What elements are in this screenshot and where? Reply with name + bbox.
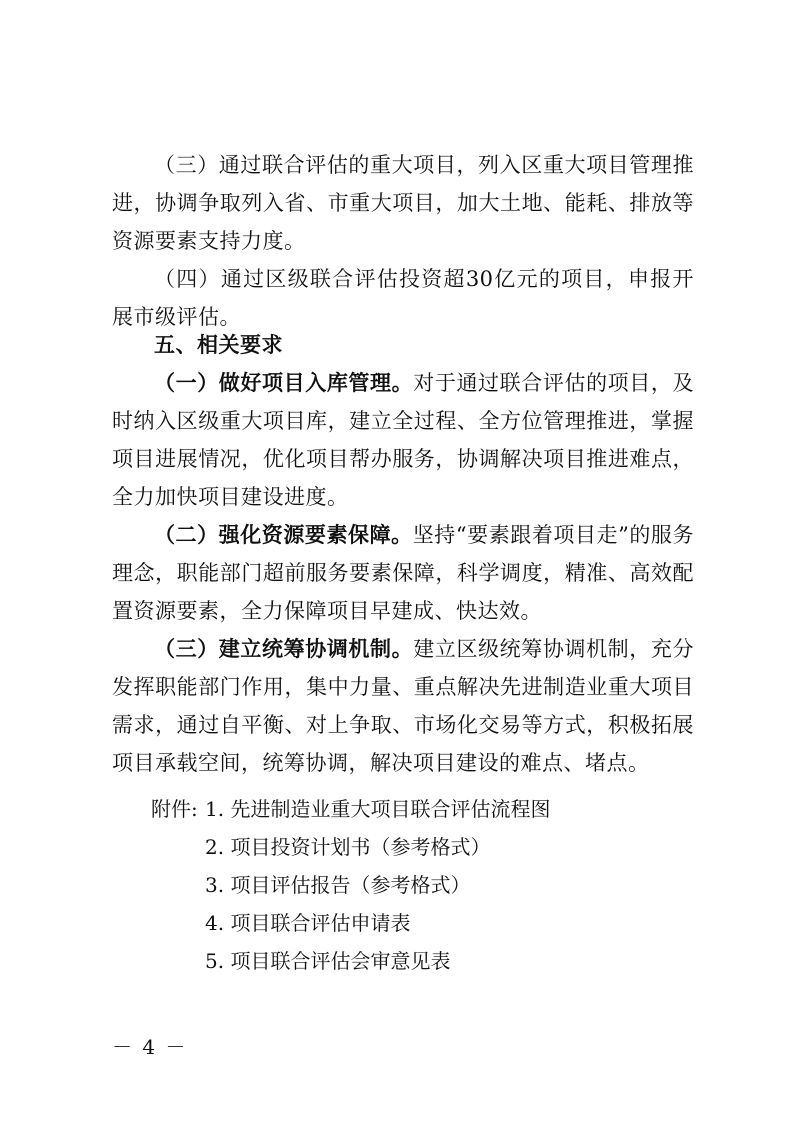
page-number: － 4 － bbox=[112, 1035, 188, 1059]
requirement-1-text: 对于通过联合评估的项目，及时纳入区级重大项目库，建立全过程、全方位管理推进，掌握项目进展情况，优化项目帮办服务，协调解决项目推进难点，全力加快项目建设进度。 bbox=[112, 371, 694, 509]
attachment-item-1: 1. 先进制造业重大项目联合评估流程图 bbox=[205, 797, 551, 821]
requirement-2-lead: （二）强化资源要素保障。 bbox=[154, 522, 413, 547]
attachments-label: 附件: bbox=[151, 797, 198, 821]
requirement-1 bbox=[112, 364, 694, 516]
section-heading: 五、相关要求 bbox=[154, 332, 283, 357]
attachment-item-2: 2. 项目投资计划书（参考格式） bbox=[205, 835, 491, 859]
paragraph-3-text: （三）通过联合评估的重大项目，列入区重大项目管理推进，协调争取列入省、市重大项目，加大土地、能耗、排放等资源要素支持力度。 bbox=[112, 153, 694, 253]
requirement-2-text: 坚持“要素跟着项目走”的服务理念，职能部门超前服务要素保障，科学调度，精准、高效配置资源要素，全力保障项目早建成、快达效。 bbox=[112, 523, 694, 623]
paragraph-4 bbox=[112, 260, 694, 336]
requirement-3-text: 建立区级统筹协调机制，充分发挥职能部门作用，集中力量、重点解决先进制造业重大项目需求，通过自平衡、对上争取、市场化交易等方式，积极拓展项目承载空间，统筹协调，解决项目建设的难点、堵点。 bbox=[112, 637, 694, 775]
requirement-2 bbox=[112, 516, 694, 630]
attachment-item-3: 3. 项目评估报告（参考格式） bbox=[205, 873, 471, 897]
paragraph-3 bbox=[112, 146, 694, 260]
requirement-3 bbox=[112, 630, 694, 782]
attachment-item-5: 5. 项目联合评估会审意见表 bbox=[205, 949, 451, 973]
requirement-1-lead: （一）做好项目入库管理。 bbox=[154, 370, 414, 395]
requirement-3-lead: （三）建立统筹协调机制。 bbox=[154, 636, 414, 661]
attachment-item-4: 4. 项目联合评估申请表 bbox=[205, 911, 411, 935]
paragraph-4-text: （四）通过区级联合评估投资超30亿元的项目，申报开展市级评估。 bbox=[112, 267, 694, 329]
